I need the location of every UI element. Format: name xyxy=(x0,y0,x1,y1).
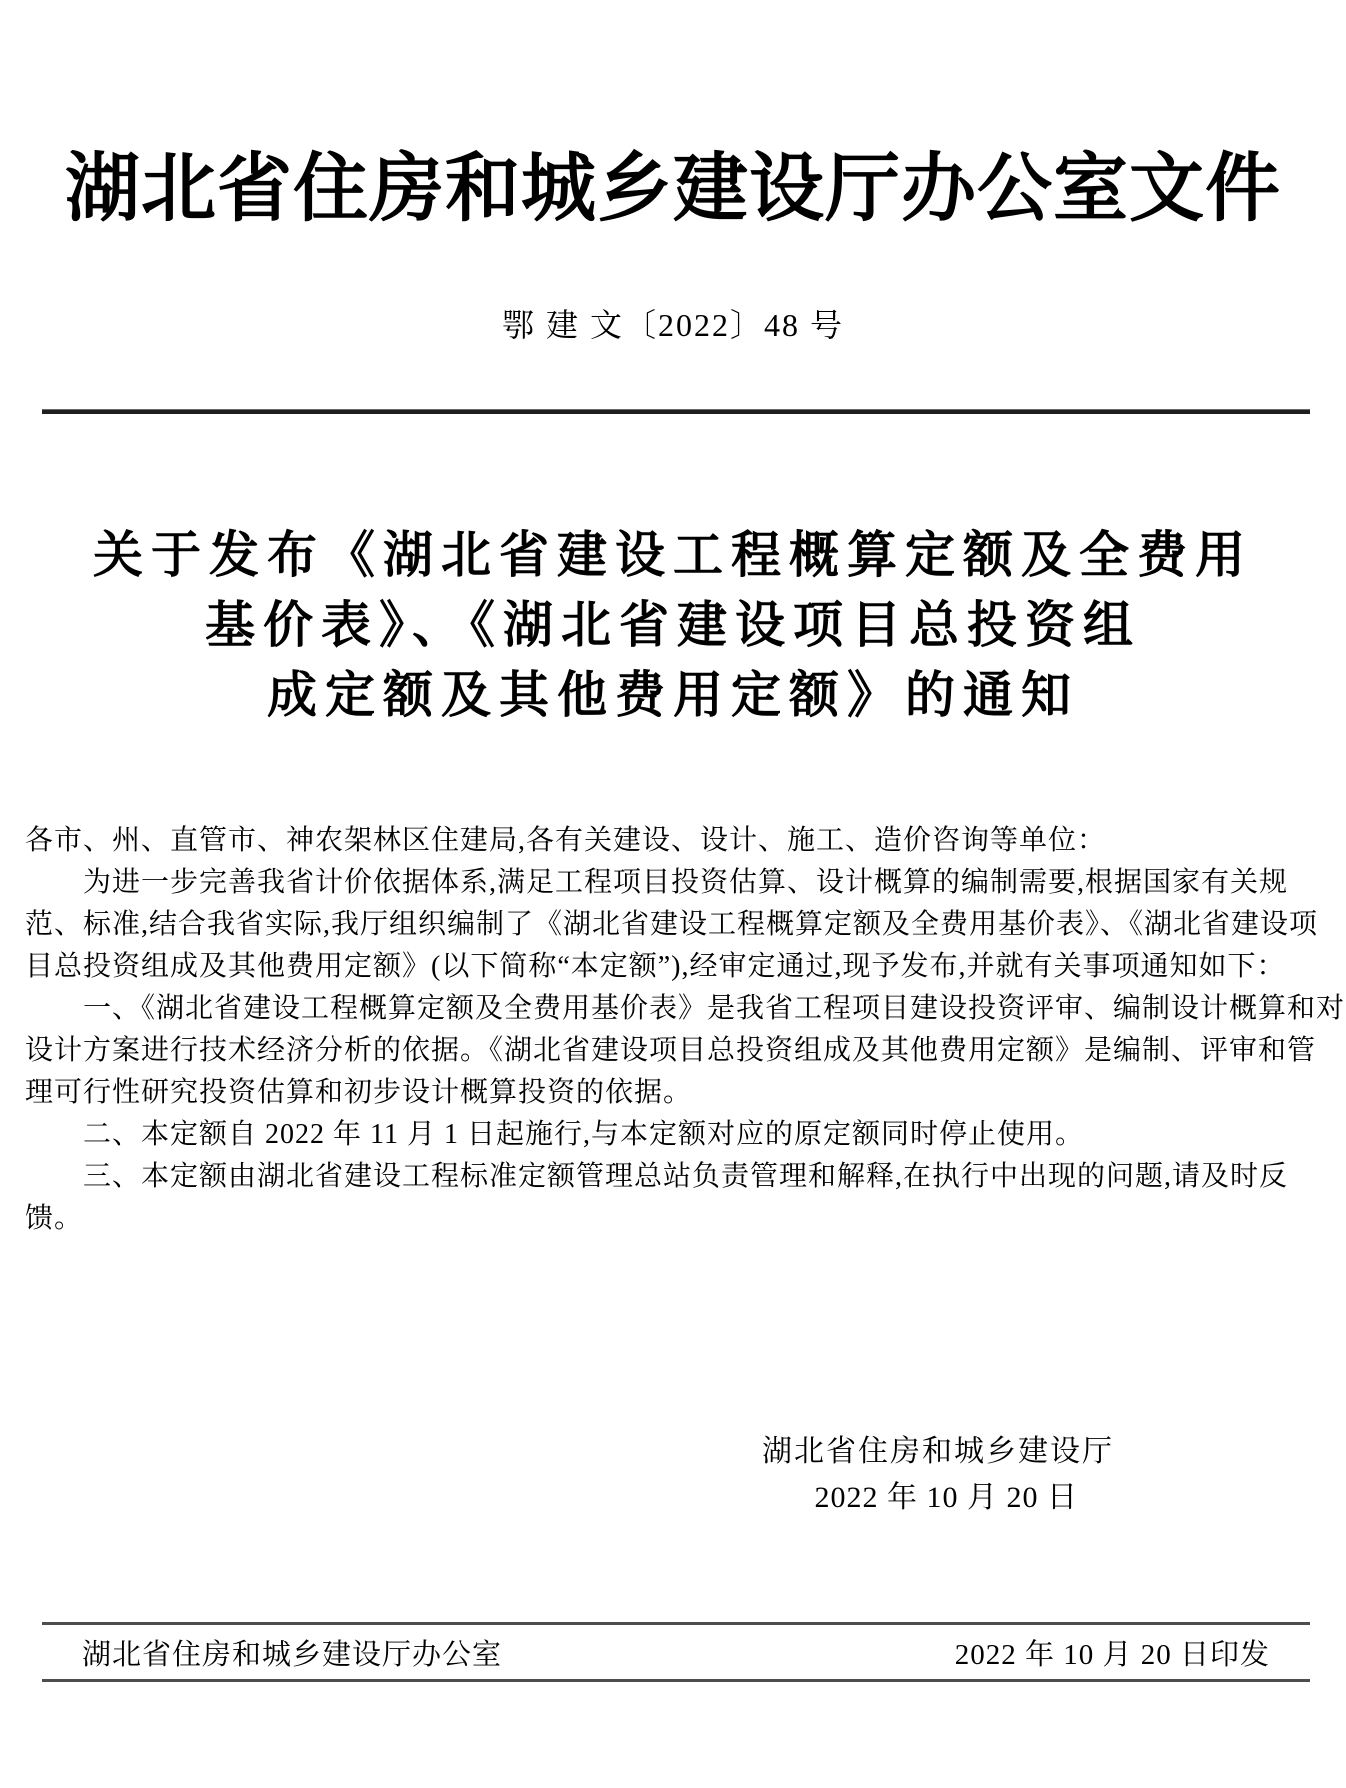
footer-bar xyxy=(42,1622,1310,1682)
body-line: 一、《湖北省建设工程概算定额及全费用基价表》是我省工程项目建设投资评审、编制设计概算和对 xyxy=(25,993,1346,1024)
document-number: 鄂 建 文〔2022〕48 号 xyxy=(501,307,844,343)
body-line: 范、标准,结合我省实际,我厅组织编制了《湖北省建设工程概算定额及全费用基价表》、《湖北省建设项 xyxy=(25,909,1319,940)
signature-organization: 湖北省住房和城乡建设厅 xyxy=(762,1435,1114,1468)
notice-title xyxy=(0,520,1346,730)
body-line: 目总投资组成及其他费用定额》(以下简称“本定额”),经审定通过,现予发布,并就有关事项通知如下： xyxy=(25,951,1286,982)
header-divider-rule xyxy=(42,409,1310,414)
notice-title-line: 成定额及其他费用定额》的通知 xyxy=(267,667,1079,723)
body-line: 二、本定额自 2022 年 11 月 1 日起施行,与本定额对应的原定额同时停止使用。 xyxy=(25,1119,1084,1150)
document-header-title: 湖北省住房和城乡建设厅办公室文件 xyxy=(64,148,1281,231)
footer-print-date: 2022 年 10 月 20 日印发 xyxy=(954,1638,1270,1671)
footer-issuing-office: 湖北省住房和城乡建设厅办公室 xyxy=(82,1638,503,1671)
notice-body xyxy=(25,820,1346,1240)
notice-title-line: 关于发布《湖北省建设工程概算定额及全费用 xyxy=(93,527,1253,583)
body-line: 理可行性研究投资估算和初步设计概算投资的依据。 xyxy=(25,1077,693,1108)
body-line: 为进一步完善我省计价依据体系,满足工程项目投资估算、设计概算的编制需要,根据国家有关规 xyxy=(25,867,1289,898)
body-line-salutation: 各市、州、直管市、神农架林区住建局,各有关建设、设计、施工、造价咨询等单位： xyxy=(25,825,1107,856)
signature-date: 2022 年 10 月 20 日 xyxy=(814,1481,1078,1514)
notice-title-line: 基价表》、《湖北省建设项目总投资组 xyxy=(205,597,1141,653)
body-line: 设计方案进行技术经济分析的依据。《湖北省建设项目总投资组成及其他费用定额》是编制、评审和管 xyxy=(25,1035,1317,1066)
body-line: 馈。 xyxy=(25,1203,84,1234)
body-line: 三、本定额由湖北省建设工程标准定额管理总站负责管理和解释,在执行中出现的问题,请及时反 xyxy=(25,1161,1289,1192)
